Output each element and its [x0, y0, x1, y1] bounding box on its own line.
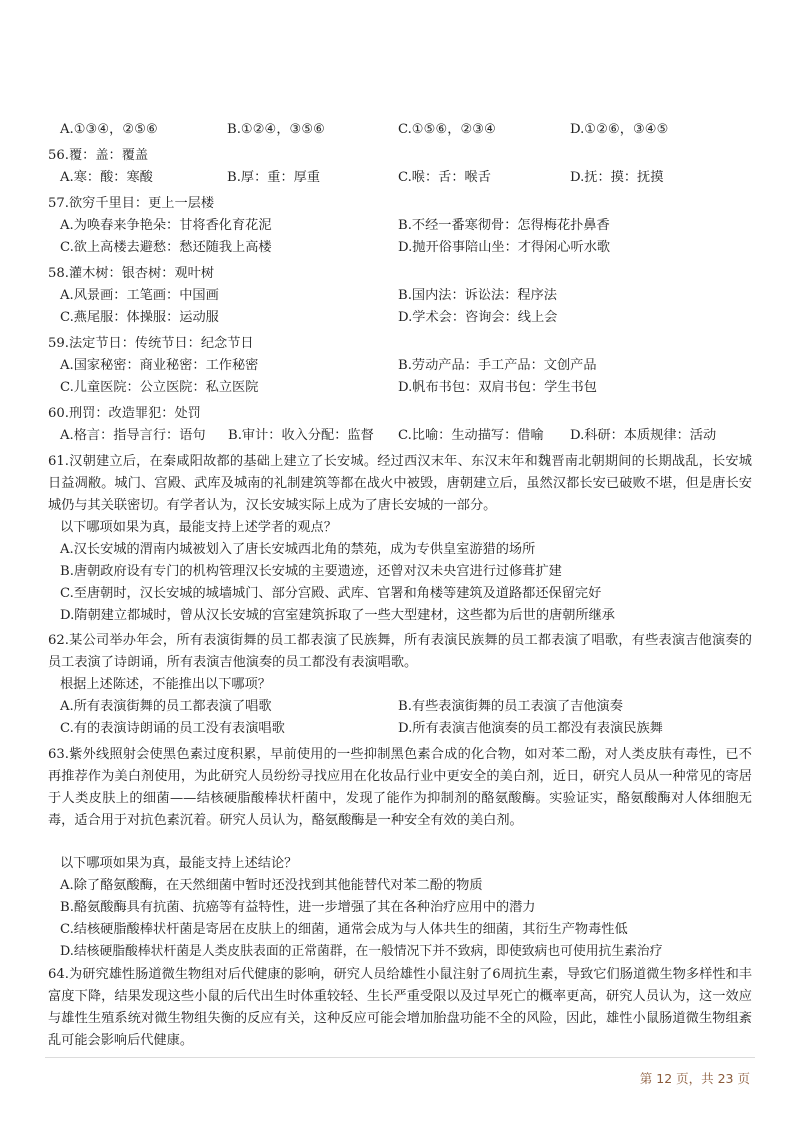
q60-option-b[interactable]: B.审计：收入分配：监督	[228, 428, 374, 443]
q57-stem: 57.欲穷千里目：更上一层楼	[48, 196, 215, 211]
q58-option-c[interactable]: C.燕尾服：体操服：运动服	[60, 310, 219, 325]
q59-option-d[interactable]: D.帆布书包：双肩书包：学生书包	[398, 380, 597, 395]
q60-stem: 60.刑罚：改造罪犯：处罚	[48, 406, 201, 421]
q56-stem: 56.覆：盖：覆盖	[48, 148, 149, 163]
q57-option-c[interactable]: C.欲上高楼去避愁：愁还随我上高楼	[60, 240, 272, 255]
q61-stem: 61.汉朝建立后，在秦咸阳故都的基础上建立了长安城。经过西汉末年、东汉末年和魏晋南北朝期间的长期战乱，长安城日益凋敝。城门、宫殿、武库及城南的礼制建筑等都在战火中被毁，唐朝建立后，虽然汉都长安已破败不堪，但是唐长安城仍与其关联密切。有学者认为，汉长安城实际上成为了唐长安城的一部分。	[48, 454, 752, 513]
q60-option-c[interactable]: C.比喻：生动描写：借喻	[398, 428, 544, 443]
q57-option-d[interactable]: D.抛开俗事陪山坐：才得闲心听水歌	[398, 240, 611, 255]
q59-stem: 59.法定节日：传统节日：纪念节日	[48, 336, 254, 351]
q60-option-a[interactable]: A.格言：指导言行：语句	[60, 428, 206, 443]
q55-option-b[interactable]: B.①②④，③⑤⑥	[227, 122, 326, 137]
q55-option-c[interactable]: C.①⑤⑥，②③④	[398, 122, 496, 137]
q63-stem: 63.紫外线照射会使黑色素过度积累，早前使用的一些抑制黑色素合成的化合物，如对苯二酚，对人类皮肤有毒性，已不再推荐作为美白剂使用，为此研究人员纷纷寻找应用在化妆品行业中更安全的美白剂，近日，研究人员从一种常见的寄居于人类皮肤上的细菌——结核硬脂酸棒状杆菌中，发现了能作为抑制剂的酪氨酸酶。实验证实，酪氨酸酶对人体细胞无毒，适合用于对抗色素沉着。研究人员认为，酪氨酸酶是一种安全有效的美白剂。	[48, 747, 752, 828]
q58-option-d[interactable]: D.学术会：咨询会：线上会	[398, 310, 558, 325]
q59-option-a[interactable]: A.国家秘密：商业秘密：工作秘密	[60, 358, 259, 373]
q63-option-c[interactable]: C.结核硬脂酸棒状杆菌是寄居在皮肤上的细菌，通常会成为与人体共生的细菌，其衍生产物毒性低	[60, 922, 628, 937]
q59-option-c[interactable]: C.儿童医院：公立医院：私立医院	[60, 380, 259, 395]
q62-option-c[interactable]: C.有的表演诗朗诵的员工没有表演唱歌	[60, 721, 285, 736]
q56-option-b[interactable]: B.厚：重：厚重	[227, 170, 321, 185]
q64-stem: 64.为研究雄性肠道微生物组对后代健康的影响，研究人员给雄性小鼠注射了6周抗生素，导致它们肠道微生物多样性和丰富度下降，结果发现这些小鼠的后代出生时体重较轻、生长严重受限以及过早死亡的概率更高，研究人员认为，这一效应与雄性生殖系统对微生物组失衡的反应有关，这种反应可能会增加胎盘功能不全的风险，因此，雄性小鼠肠道微生物组紊乱可能会影响后代健康。	[48, 967, 752, 1048]
q57-option-a[interactable]: A.为唤春来争艳朵：甘将香化育花泥	[60, 218, 272, 233]
q61-option-a[interactable]: A.汉长安城的渭南内城被划入了唐长安城西北角的禁苑，成为专供皇室游猎的场所	[60, 542, 536, 557]
q63-option-d[interactable]: D.结核硬脂酸棒状杆菌是人类皮肤表面的正常菌群，在一般情况下并不致病，即使致病也可使用抗生素治疗	[60, 944, 663, 959]
page-number: 第 12 页，共 23 页	[639, 1071, 750, 1086]
q62-option-d[interactable]: D.所有表演吉他演奏的员工都没有表演民族舞	[398, 721, 663, 736]
q56-option-a[interactable]: A.寒：酸：寒酸	[60, 170, 153, 185]
q61-question: 以下哪项如果为真，最能支持上述学者的观点？	[60, 520, 337, 535]
q55-option-a[interactable]: A.①③④，②⑤⑥	[60, 122, 158, 137]
q58-option-b[interactable]: B.国内法：诉讼法：程序法	[398, 288, 557, 303]
q62-option-a[interactable]: A.所有表演街舞的员工都表演了唱歌	[60, 699, 272, 714]
q60-option-d[interactable]: D.科研：本质规律：活动	[570, 428, 717, 443]
q61-option-b[interactable]: B.唐朝政府设有专门的机构管理汉长安城的主要遗迹，还曾对汉未央宫进行过修葺扩建	[60, 564, 562, 579]
q63-question: 以下哪项如果为真，最能支持上述结论？	[60, 856, 298, 871]
q59-option-b[interactable]: B.劳动产品：手工产品：文创产品	[398, 358, 597, 373]
q56-option-d[interactable]: D.抚：摸：抚摸	[570, 170, 664, 185]
q58-stem: 58.灌木树：银杏树：观叶树	[48, 266, 215, 281]
q57-option-b[interactable]: B.不经一番寒彻骨：怎得梅花扑鼻香	[398, 218, 610, 233]
q61-option-d[interactable]: D.隋朝建立都城时，曾从汉长安城的宫室建筑拆取了一些大型建材，这些都为后世的唐朝所继承	[60, 608, 615, 623]
q62-option-b[interactable]: B.有些表演街舞的员工表演了吉他演奏	[398, 699, 623, 714]
q58-option-a[interactable]: A.风景画：工笔画：中国画	[60, 288, 219, 303]
q61-option-c[interactable]: C.至唐朝时，汉长安城的城墙城门、部分宫殿、武库、官署和角楼等建筑及道路都还保留完好	[60, 586, 602, 601]
q56-option-c[interactable]: C.喉：舌：喉舌	[398, 170, 491, 185]
footer-divider	[45, 1057, 755, 1058]
q55-option-d[interactable]: D.①②⑥，③④⑤	[570, 122, 669, 137]
q62-question: 根据上述陈述，不能推出以下哪项？	[60, 677, 271, 692]
q63-option-a[interactable]: A.除了酪氨酸酶，在天然细菌中暂时还没找到其他能替代对苯二酚的物质	[60, 878, 483, 893]
q63-option-b[interactable]: B.酪氨酸酶具有抗菌、抗癌等有益特性，进一步增强了其在各种治疗应用中的潜力	[60, 900, 536, 915]
q62-stem: 62.某公司举办年会，所有表演街舞的员工都表演了民族舞，所有表演民族舞的员工都表演了唱歌，有些表演吉他演奏的员工表演了诗朗诵，所有表演吉他演奏的员工都没有表演唱歌。	[48, 633, 752, 670]
